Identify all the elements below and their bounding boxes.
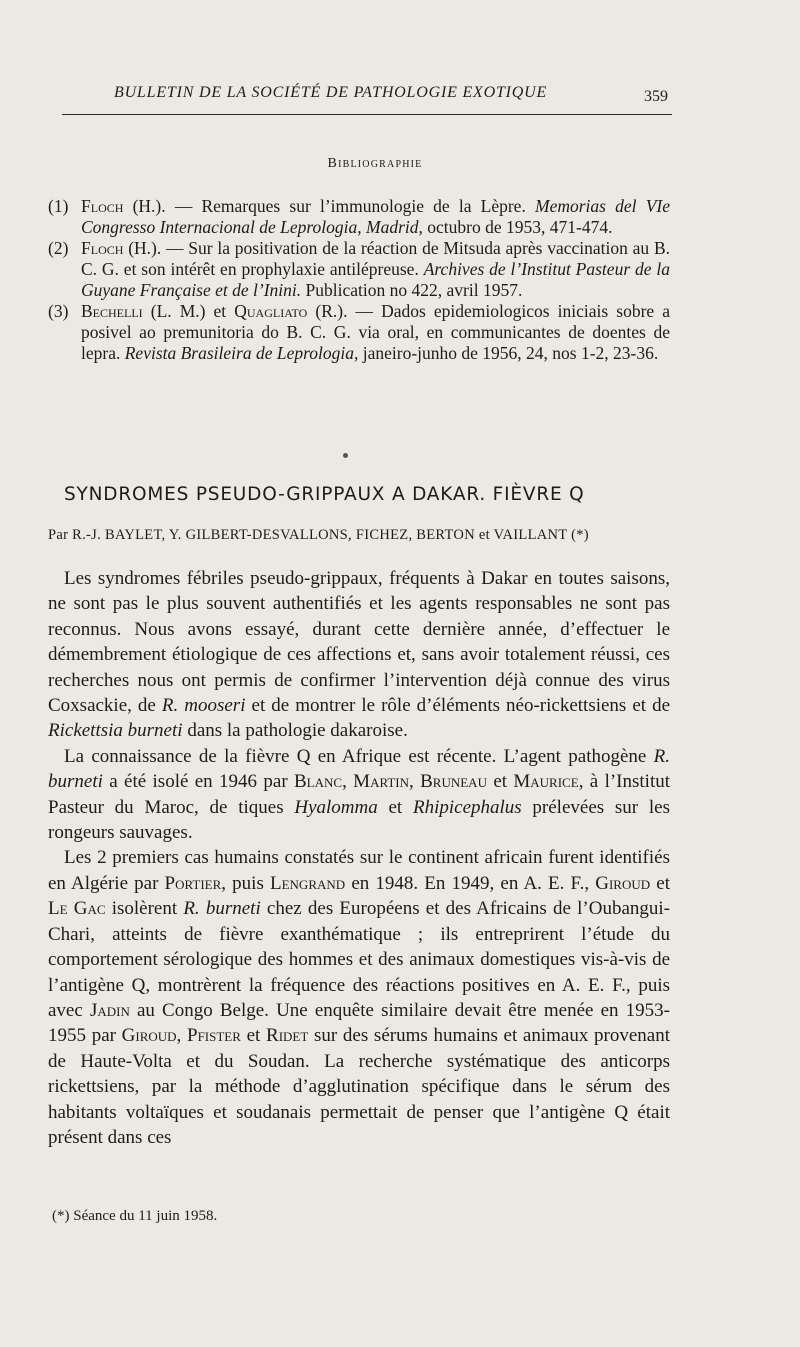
author-name: Maurice bbox=[513, 771, 579, 793]
reference-item bbox=[48, 238, 670, 301]
italic-term: Rickettsia burneti bbox=[48, 720, 183, 742]
text-run: , à l’Institut Pasteur du Maroc, de tiques bbox=[48, 771, 671, 818]
reference-number: (3) bbox=[48, 301, 69, 321]
text-run: isolèrent bbox=[105, 898, 184, 920]
text-run: dans la pathologie dakaroise. bbox=[182, 720, 408, 742]
reference-item bbox=[48, 196, 670, 238]
reference-author: Floch bbox=[81, 196, 124, 216]
reference-item bbox=[48, 301, 670, 364]
text-run: et bbox=[486, 771, 514, 793]
italic-term: Rhipicephalus bbox=[412, 796, 522, 818]
body-paragraph bbox=[48, 566, 670, 744]
reference-list bbox=[48, 196, 670, 364]
text-run: prélevées sur les rongeurs sauvages. bbox=[48, 796, 670, 844]
author-name: Blanc bbox=[294, 771, 343, 793]
section-separator-dot bbox=[343, 453, 348, 458]
reference-text: — Sur la positivation de la réaction de Mitsuda après vaccination au B. C. G. et son intérêt en prophylaxie antilépreuse. bbox=[81, 238, 670, 279]
reference-source: Archives de l’Institut Pasteur de la Guyane Française et de l’Inini. bbox=[81, 259, 670, 300]
reference-initials: (H.). bbox=[123, 196, 166, 216]
reference-author: Floch bbox=[81, 238, 124, 258]
author-name: Giroud bbox=[121, 1025, 177, 1047]
reference-number: (1) bbox=[48, 196, 69, 216]
italic-term: R. mooseri bbox=[161, 695, 246, 717]
reference-initials-2: (R.). bbox=[307, 301, 348, 321]
author-name: Pfister bbox=[187, 1025, 241, 1047]
author-name: Giroud bbox=[595, 872, 651, 894]
text-run: , bbox=[342, 771, 354, 793]
author-name: Le Gac bbox=[48, 898, 106, 920]
article-title: SYNDROMES PSEUDO-GRIPPAUX A DAKAR. FIÈVRE Q bbox=[64, 484, 585, 505]
reference-text: — Remarques sur l’immunologie de la Lèpre. bbox=[165, 196, 536, 216]
reference-source: Revista Brasileira de Leprologia, bbox=[124, 343, 359, 363]
text-run: La connaissance de la fièvre Q en Afrique est récente. L’agent pathogène bbox=[64, 745, 654, 767]
italic-term: Hyalomma bbox=[294, 796, 378, 818]
page-header bbox=[62, 84, 672, 115]
text-run: , bbox=[409, 771, 421, 793]
text-run: et de montrer le rôle d’éléments néo-rickettsiens et de bbox=[245, 695, 671, 717]
bibliography-heading: Bibliographie bbox=[327, 156, 423, 171]
reference-source: Memorias del VIe Congresso Internacional de Leprologia, Madrid, bbox=[81, 196, 670, 237]
reference-author-2: Quagliato bbox=[234, 301, 308, 321]
text-run: sur des sérums humains et animaux provenant de Haute-Volta et du Soudan. La recherche systématique des anticorps rickettsiens, par la méthode d’agglutination spécifique dans le sérum des habitants voltaïques et soudanais permettait de penser que l’antigène Q était présent dans ces bbox=[48, 1025, 671, 1148]
author-name: Ridet bbox=[266, 1025, 309, 1047]
text-run: au Congo Belge. Une enquête similaire devait être menée en 1953-1955 par bbox=[48, 999, 670, 1047]
author-name: Lengrand bbox=[270, 872, 346, 894]
reference-tail: Publication no 422, avril 1957. bbox=[301, 280, 523, 300]
text-run: et bbox=[650, 872, 670, 894]
running-head: BULLETIN DE LA SOCIÉTÉ DE PATHOLOGIE EXOTIQUE bbox=[114, 84, 548, 101]
author-name: Portier bbox=[164, 872, 222, 894]
reference-number: (2) bbox=[48, 238, 69, 258]
reference-tail: octubro de 1953, 471-474. bbox=[422, 217, 613, 237]
page-number: 359 bbox=[644, 88, 668, 105]
italic-term: R. burneti bbox=[48, 745, 670, 793]
text-run: , bbox=[176, 1025, 187, 1047]
reference-initials: (L. M.) et bbox=[142, 301, 235, 321]
text-run: a été isolé en 1946 par bbox=[102, 771, 294, 793]
text-run: et bbox=[240, 1025, 267, 1047]
reference-tail: janeiro-junho de 1956, 24, nos 1-2, 23-36. bbox=[358, 343, 659, 363]
body-paragraph bbox=[48, 845, 670, 1150]
author-name: Martin bbox=[353, 771, 410, 793]
text-run: en 1948. En 1949, en A. E. F., bbox=[345, 872, 596, 894]
footnote: (*) Séance du 11 juin 1958. bbox=[52, 1208, 218, 1224]
text-run: chez des Européens et des Africains de l’Oubangui-Chari, atteints de fièvre exanthématique ; ils entreprirent l’étude du comportement sérologique des hommes et des animaux domestiques vis-à-vis de l’antigène Q, montrèrent la fréquence des réactions positives en A. E. F., puis avec bbox=[48, 898, 670, 1021]
author-name: Jadin bbox=[89, 999, 130, 1021]
text-run: Les 2 premiers cas humains constatés sur le continent africain furent identifiés en Algérie par bbox=[48, 847, 670, 894]
reference-text: — Dados epidemiologicos iniciais sobre a posivel ao premunitoria do B. C. G. via oral, en communicantes de doentes de lepra. bbox=[81, 301, 671, 363]
reference-initials: (H.). bbox=[123, 238, 162, 258]
text-run: et bbox=[377, 796, 413, 818]
text-run: , puis bbox=[221, 872, 270, 894]
article-body bbox=[48, 566, 670, 1150]
text-run: Les syndromes fébriles pseudo-grippaux, fréquents à Dakar en toutes saisons, ne sont pas le plus souvent authentifiés et les agents responsables ne sont pas reconnus. Nous avons essayé, durant cette dernière année, d’effectuer le démembrement étiologique de ces affections et, sans avoir totalement réussi, ces recherches nous ont permis de confirmer l’intervention déjà connue des virus Coxsackie, de bbox=[48, 568, 670, 717]
body-paragraph bbox=[48, 744, 670, 846]
reference-author: Bechelli bbox=[81, 301, 143, 321]
author-name: Bruneau bbox=[420, 771, 487, 793]
article-authors: Par R.-J. BAYLET, Y. GILBERT-DESVALLONS, FICHEZ, BERTON et VAILLANT (*) bbox=[48, 527, 589, 543]
italic-term: R. burneti bbox=[183, 898, 261, 920]
